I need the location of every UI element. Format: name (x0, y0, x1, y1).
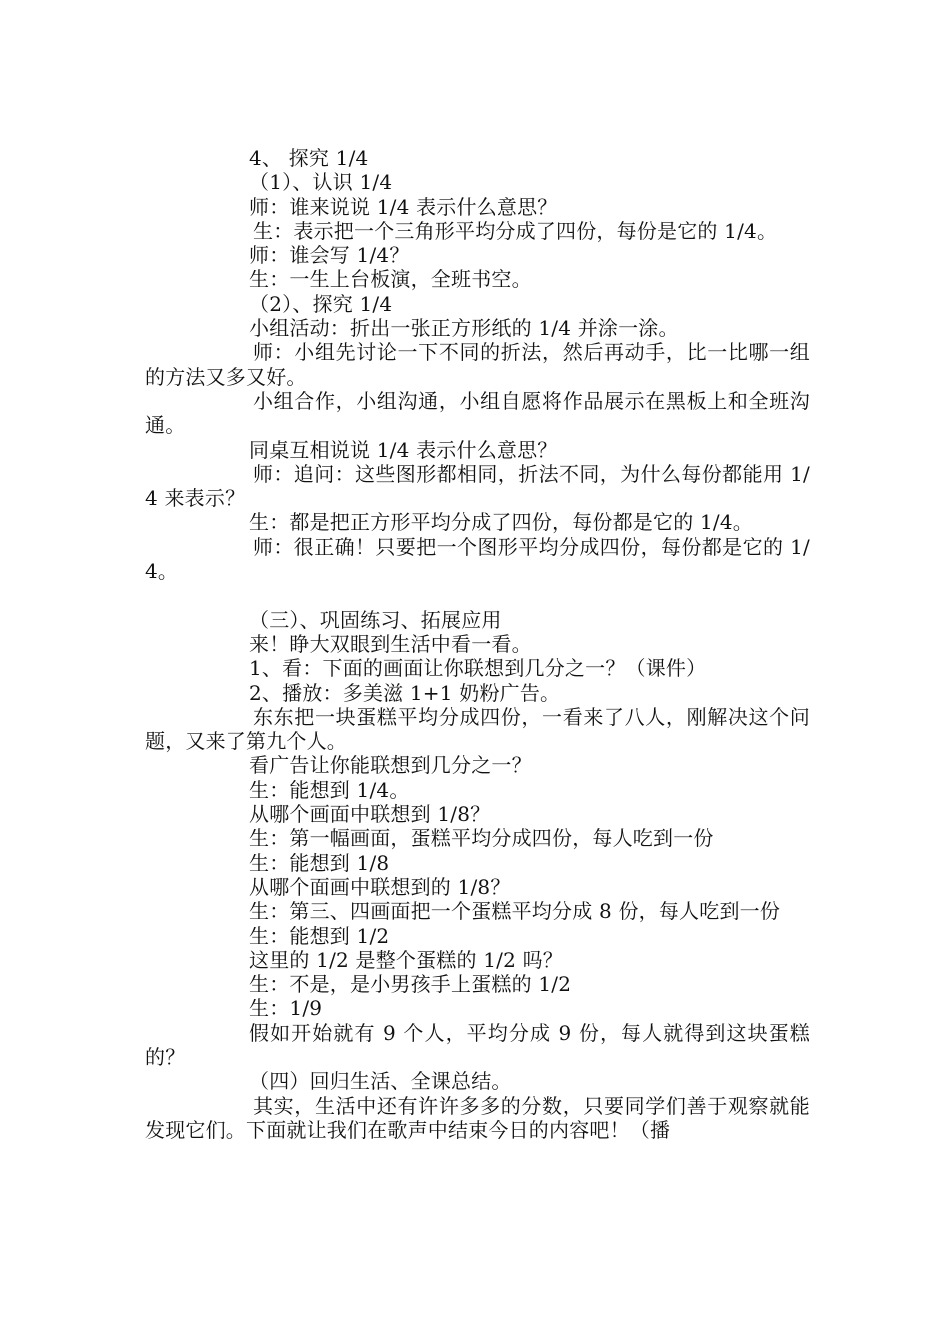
subsection-heading: （2）、探究 1/4 (249, 291, 393, 316)
paragraph: 生：1/9 (249, 996, 323, 1021)
paragraph: 师：谁会写 1/4？ (249, 243, 410, 268)
paragraph: 东东把一块蛋糕平均分成四份，一看来了八人，刚解决这个问题，又来了第九个人。 (145, 704, 810, 754)
paragraph: 这里的 1/2 是整个蛋糕的 1/2 吗？ (249, 947, 564, 972)
paragraph: 生：能想到 1/4。 (249, 777, 410, 802)
blank-line (145, 583, 810, 607)
paragraph: 师：追问：这些图形都相同，折法不同，为什么每份都能用 1/4 来表示？ (145, 461, 810, 511)
section-heading: （四）回归生活、全课总结。 (249, 1069, 512, 1094)
document-body (145, 146, 810, 1142)
paragraph: 同桌互相说说 1/4 表示什么意思？ (249, 437, 558, 462)
paragraph: 生：都是把正方形平均分成了四份，每份都是它的 1/4。 (249, 510, 753, 535)
section-heading: 4、 探究 1/4 (249, 146, 369, 170)
paragraph: 看广告让你能联想到几分之一？ (249, 753, 532, 778)
paragraph: 假如开始就有 9 个人，平均分成 9 份，每人就得到这块蛋糕的？ (145, 1020, 810, 1069)
paragraph: 来！睁大双眼到生活中看一看。 (249, 631, 532, 656)
paragraph: 小组活动：折出一张正方形纸的 1/4 并涂一涂。 (249, 316, 679, 341)
paragraph: 生：能想到 1/8 (249, 850, 390, 875)
paragraph: 1、看：下面的画面让你联想到几分之一？（课件） (249, 656, 707, 681)
paragraph: 生：第三、四画面把一个蛋糕平均分成 8 份，每人吃到一份 (249, 899, 781, 924)
paragraph: 生：一生上台板演，全班书空。 (249, 267, 532, 292)
paragraph: 2、播放：多美滋 1+1 奶粉广告。 (249, 680, 561, 705)
paragraph: 师：很正确！只要把一个图形平均分成四份，每份都是它的 1/4。 (145, 534, 810, 584)
paragraph: 师：谁来说说 1/4 表示什么意思？ (249, 194, 558, 219)
paragraph: 从哪个面画中联想到的 1/8？ (249, 874, 511, 899)
paragraph: 其实，生活中还有许许多多的分数，只要同学们善于观察就能发现它们。下面就让我们在歌声中结束今日的内容吧！（播 (145, 1093, 810, 1142)
paragraph: 生：能想到 1/2 (249, 923, 390, 948)
paragraph: 小组合作，小组沟通，小组自愿将作品展示在黑板上和全班沟通。 (145, 388, 810, 438)
subsection-heading: （1）、认识 1/4 (249, 170, 393, 195)
paragraph: 生：表示把一个三角形平均分成了四份，每份是它的 1/4。 (253, 218, 778, 243)
paragraph: 从哪个画面中联想到 1/8？ (249, 802, 491, 827)
paragraph: 生：不是，是小男孩手上蛋糕的 1/2 (249, 972, 572, 997)
paragraph: 师：小组先讨论一下不同的折法，然后再动手，比一比哪一组的方法又多又好。 (145, 340, 810, 389)
section-heading: （三）、巩固练习、拓展应用 (249, 607, 502, 632)
paragraph: 生：第一幅画面，蛋糕平均分成四份，每人吃到一份 (249, 826, 714, 851)
